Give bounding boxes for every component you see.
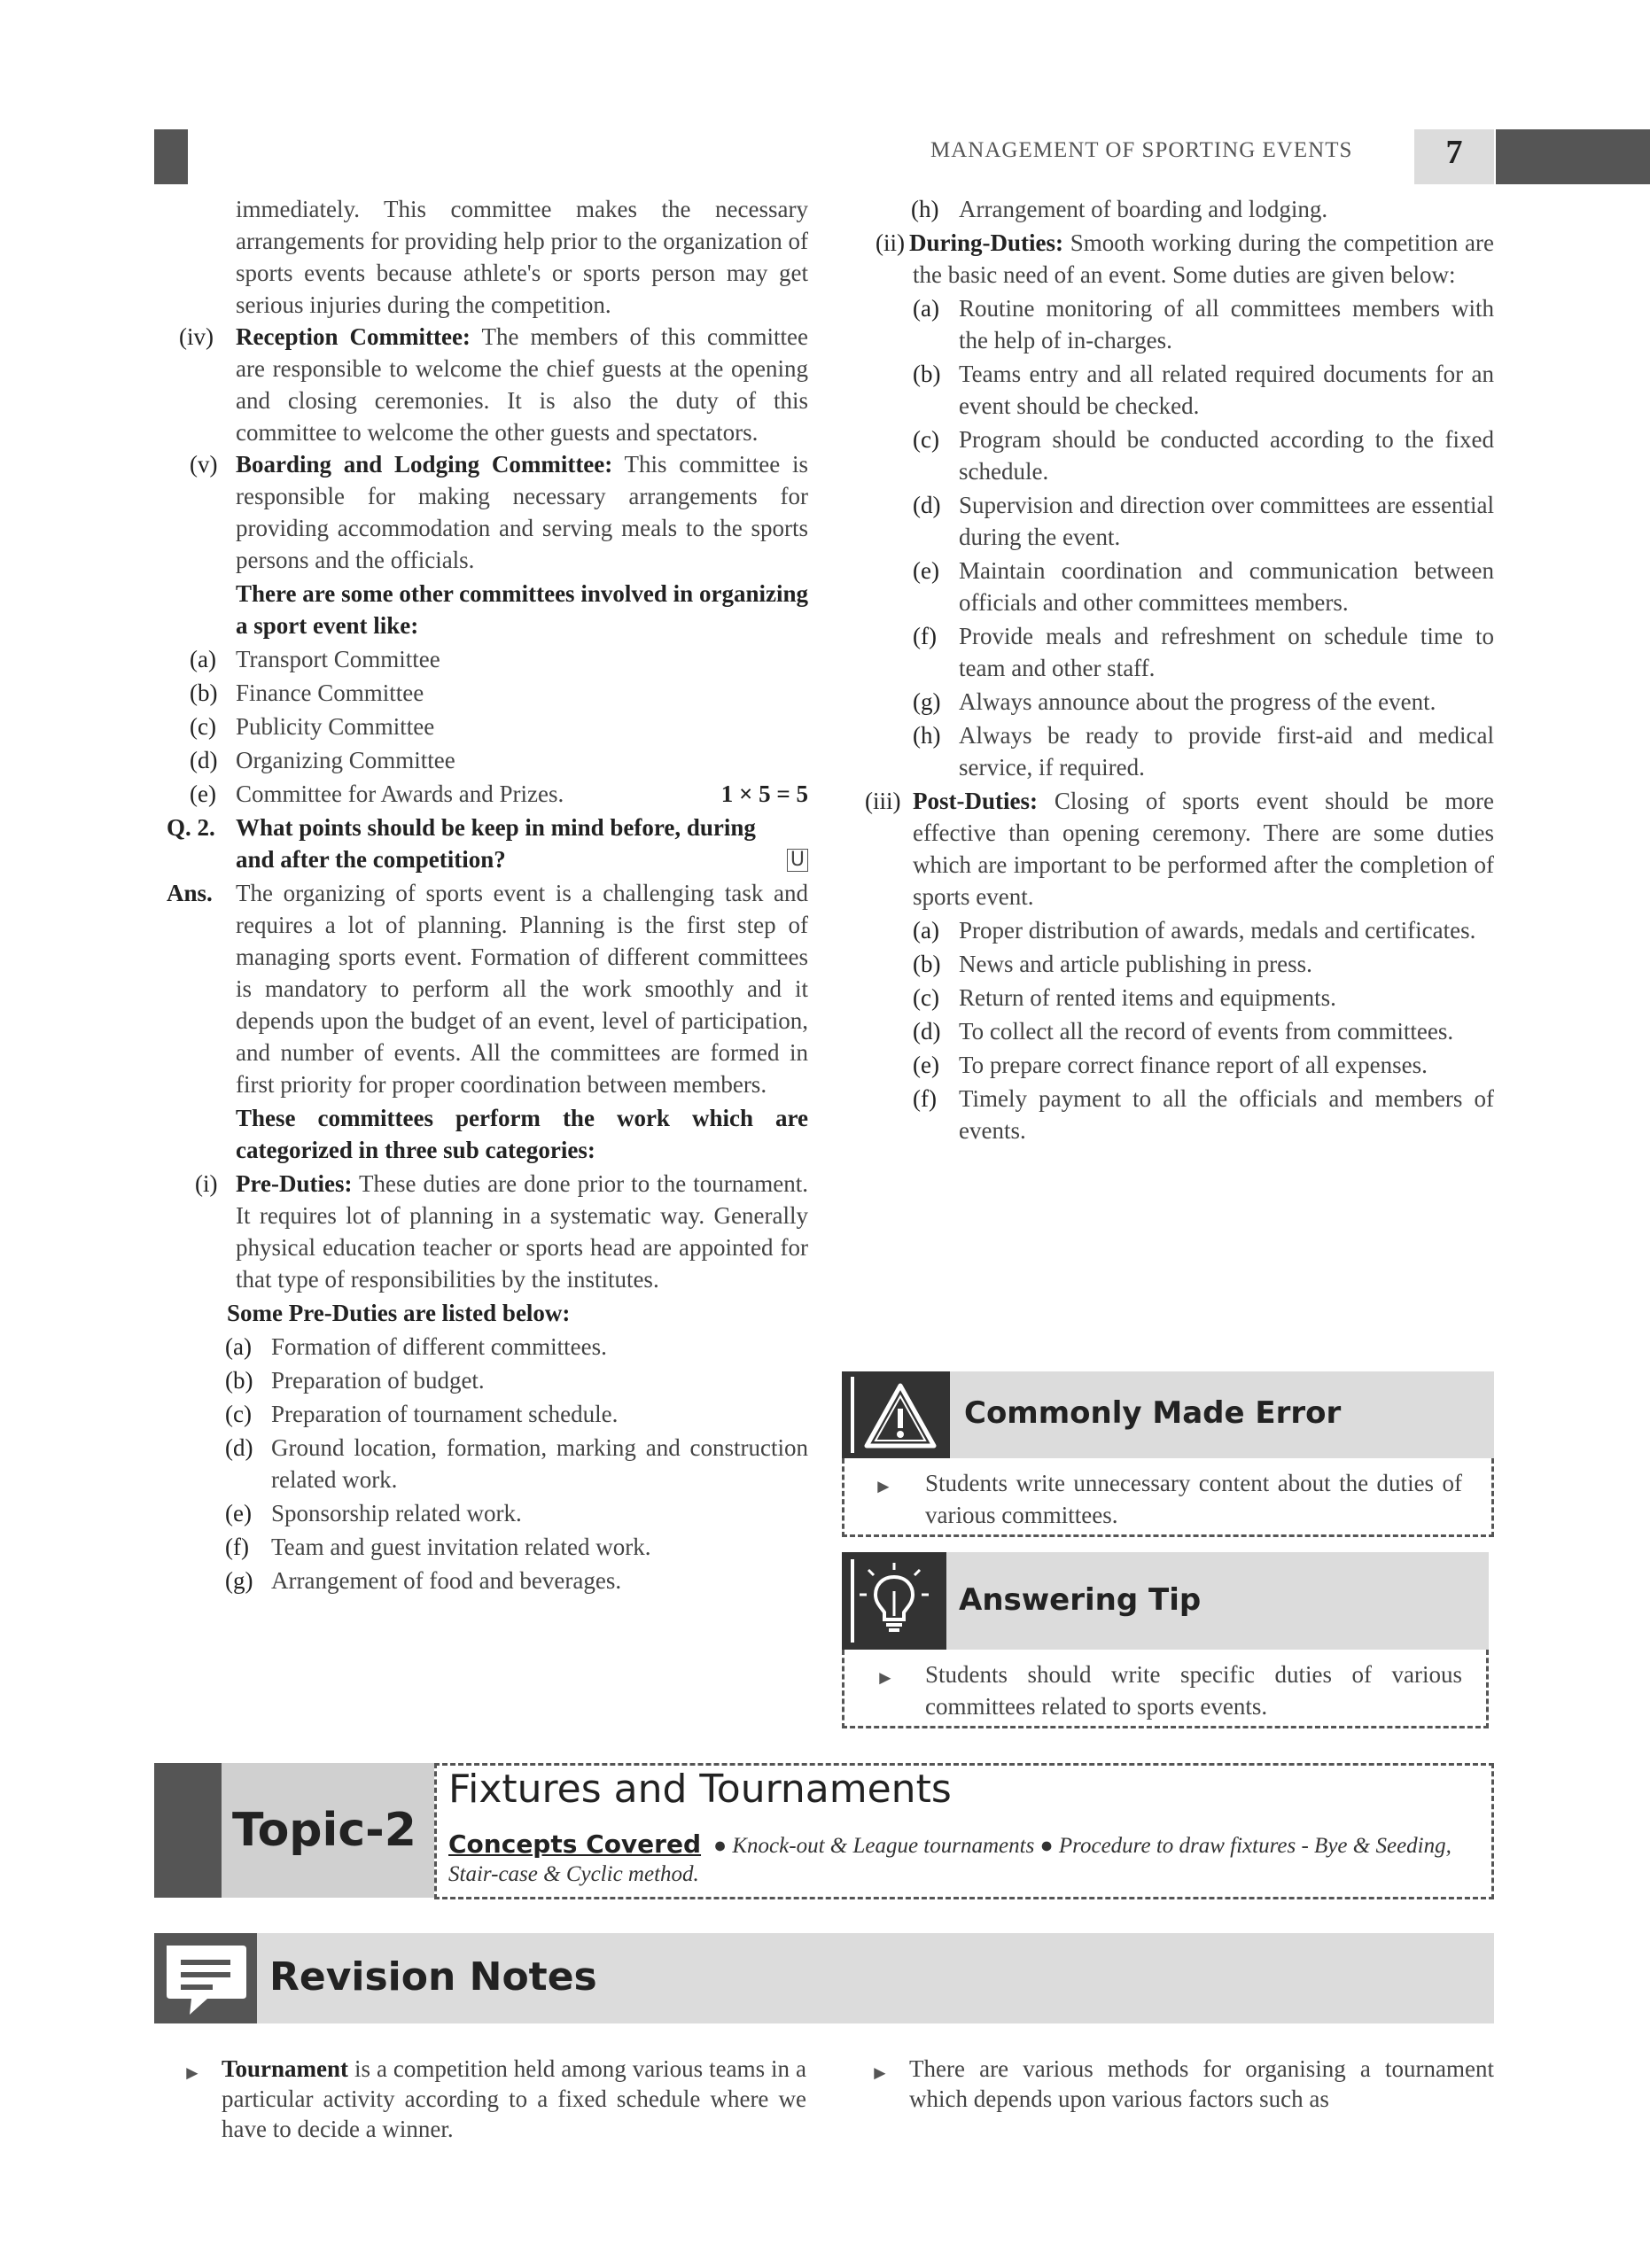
item-label: (a) [913,917,939,944]
list-item [168,1364,808,1396]
item-text: These duties are done prior to the tournament. It requires lot of planning in a systematic way. Generally physical education teacher or sports head are appointed for that type of responsibilities by the institutes. [236,1170,808,1293]
list-item [168,711,808,742]
item-text: Smooth working during the competition are the basic need of an event. Some duties are given below: [913,229,1494,288]
list-item [168,1331,808,1363]
revision-right-text: There are various methods for organising a tournament which depends upon various factors such as [909,2055,1494,2112]
topic-label: Topic-2 [232,1804,416,1857]
topic-dark-bar [154,1763,222,1898]
term: Tournament [222,2055,349,2082]
list-item [868,1049,1494,1081]
list-item [868,1015,1494,1047]
item-text: Committee for Awards and Prizes. [236,781,564,807]
revision-title: Revision Notes [269,1954,597,2000]
item-label: (d) [190,747,218,773]
item-text: Finance Committee [236,680,424,706]
item-label: (e) [913,1052,939,1078]
item-label: (a) [190,646,216,672]
item-text: Arrangement of boarding and lodging. [959,196,1328,222]
item-text: To prepare correct finance report of all expenses. [959,1052,1428,1078]
item-label: (a) [225,1333,252,1360]
list-item [868,555,1494,618]
error-icon-box [842,1371,950,1458]
item-title: Pre-Duties: [236,1170,353,1197]
item-label: (c) [225,1401,252,1427]
item-title: During-Duties: [909,229,1063,256]
item-text: The members of this committee are responsible to welcome the chief guests at the opening and closing ceremonies. It is also the duty of this committee to welcome the other guests and spectators. [236,323,808,446]
revision-arrow-icon: ► [870,2062,890,2084]
list-item [168,1398,808,1430]
boarding-committee-item [168,448,808,576]
item-text: To collect all the record of events from committees. [959,1018,1454,1045]
definition: is a competition held among various teams in a particular activity according to a fixed schedule where we have to decide a winner. [222,2055,806,2142]
item-text: This committee is responsible for making necessary arrangements for providing accommodation and serving meals to the sports persons and the officials. [236,451,809,573]
item-text: Provide meals and refreshment on schedule time to team and other staff. [959,623,1494,681]
reception-committee-item [168,321,808,448]
item-label: (h) [911,196,939,222]
list-item [168,1432,808,1495]
item-label: (d) [913,492,941,518]
item-text: Program should be conducted according to the fixed schedule. [959,426,1494,485]
list-item [868,982,1494,1014]
topic-concepts [448,1830,1476,1889]
item-label: (b) [913,951,941,977]
item-text: Always announce about the progress of the event. [959,688,1436,715]
list-item [168,643,808,675]
question-2 [168,812,808,875]
other-committees-heading [236,578,808,641]
item-label: (g) [913,688,941,715]
item-text: Team and guest invitation related work. [271,1534,651,1560]
topic-title: Fixtures and Tournaments [448,1767,952,1812]
list-item [868,423,1494,487]
answer-text: The organizing of sports event is a challenging task and requires a lot of planning. Planning is the first step of managing sports event. Formation of different committees is mandatory to perform all the work smoothly and it depends upon the budget of an event, level of participation, and number of events. All the committees are formed in first priority for proper coordination between members. [236,880,808,1098]
item-label: (h) [913,722,941,749]
intro-paragraph: immediately. This committee makes the necessary arrangements for providing help prior to the organization of sports events because athlete's or sports person may get serious injuries during the competition. [236,196,808,318]
item-label: (b) [913,361,941,387]
item-text: Proper distribution of awards, medals and certificates. [959,917,1476,944]
marks-label: 1 × 5 = 5 [720,781,808,807]
pre-duties-item [168,1168,808,1295]
tip-icon-box [842,1552,946,1650]
header-right-bar [1496,129,1650,184]
item-label: (c) [913,426,939,453]
list-item [868,620,1494,684]
tip-box-title: Answering Tip [959,1582,1202,1618]
list-item [168,1531,808,1563]
item-label: (e) [225,1500,252,1526]
list-item [868,292,1494,356]
item-label: (a) [913,295,939,322]
answer-paragraph [168,877,808,1100]
list-item [868,358,1494,422]
item-label: (iii) [865,788,901,814]
pre-duties-heading [227,1297,808,1329]
categories-heading [236,1102,808,1166]
question-label: Q. 2. [167,814,215,841]
list-item [168,1497,808,1529]
item-title: Boarding and Lodging Committee: [236,451,613,478]
item-text: Ground location, formation, marking and construction related work. [271,1434,808,1493]
heading-text: These committees perform the work which are categorized in three sub categories: [236,1105,808,1163]
item-text: Preparation of budget. [271,1367,485,1394]
item-text: Publicity Committee [236,713,435,740]
item-text: Formation of different committees. [271,1333,607,1360]
item-label: (f) [225,1534,249,1560]
item-text: Teams entry and all related required documents for an event should be checked. [959,361,1494,419]
item-text: Transport Committee [236,646,440,672]
list-item [168,744,808,776]
question-text: What points should be keep in mind before, during and after the competition? [236,814,756,873]
header-left-bar [154,129,188,184]
item-label: (e) [190,781,216,807]
item-label: (i) [195,1170,218,1197]
item-text: Maintain coordination and communication between officials and other committees members. [959,557,1494,616]
item-title: Post-Duties: [913,788,1038,814]
item-label: (e) [913,557,939,584]
item-text: Supervision and direction over committees are essential during the event. [959,492,1494,550]
error-arrow-icon: ► [874,1475,893,1497]
item-label: (v) [190,451,218,478]
answer-label: Ans. [167,880,213,906]
left-column [168,193,808,1596]
header-title: MANAGEMENT OF SPORTING EVENTS [930,138,1353,162]
item-label: (c) [913,984,939,1011]
item-label: (b) [225,1367,253,1394]
tip-box-text: Students should write specific duties of various committees related to sports events. [925,1661,1462,1720]
difficulty-tag: U [787,849,808,872]
warning-icon [842,1371,950,1458]
item-text: Routine monitoring of all committees members with the help of in-charges. [959,295,1494,353]
list-item [168,778,808,810]
item-text: Preparation of tournament schedule. [271,1401,619,1427]
list-item [868,1083,1494,1146]
item-text: Sponsorship related work. [271,1500,522,1526]
item-text: Always be ready to provide first-aid and medical service, if required. [959,722,1494,781]
heading-text: Some Pre-Duties are listed below: [227,1300,571,1326]
tip-arrow-icon: ► [876,1666,895,1689]
list-item [868,719,1494,783]
item-label: (f) [913,623,937,649]
list-item [868,193,1494,225]
list-item [868,489,1494,553]
item-label: (d) [913,1018,941,1045]
list-item [868,686,1494,718]
item-text: News and article publishing in press. [959,951,1312,977]
item-text: Return of rented items and equipments. [959,984,1336,1011]
item-text: Organizing Committee [236,747,455,773]
list-item [168,1565,808,1596]
page-number: 7 [1445,134,1463,171]
item-text: Arrangement of food and beverages. [271,1567,622,1594]
list-item [868,914,1494,946]
list-item [168,677,808,709]
error-box-title: Commonly Made Error [964,1395,1342,1431]
lightbulb-icon [842,1552,946,1650]
item-title: Reception Committee: [236,323,471,350]
speech-bubble-icon [154,1933,257,2023]
concepts-label: Concepts Covered [448,1829,702,1859]
item-text: Timely payment to all the officials and members of events. [959,1085,1494,1144]
item-label: (iv) [179,323,214,350]
item-label: (g) [225,1567,253,1594]
error-box-text: Students write unnecessary content about the duties of various committees. [925,1470,1462,1528]
post-duties-item [865,785,1494,913]
list-item [868,948,1494,980]
heading-text: There are some other committees involved in organizing a sport event like: [236,580,808,639]
item-text: Closing of sports event should be more effective than opening ceremony. There are some duties which are important to be performed after the completion of sports event. [913,788,1494,910]
item-label: (c) [190,713,216,740]
concepts-text: ● Knock-out & League tournaments ● Procedure to draw fixtures - Bye & Seeding, Stair-case & Cyclic method. [448,1834,1452,1886]
right-column [865,193,1494,1146]
item-label: (ii) [876,229,905,256]
during-duties-item [868,227,1494,291]
revision-arrow-icon: ► [183,2062,202,2084]
item-label: (f) [913,1085,937,1112]
item-label: (d) [225,1434,253,1461]
item-label: (b) [190,680,218,706]
revision-left-text [222,2054,806,2144]
